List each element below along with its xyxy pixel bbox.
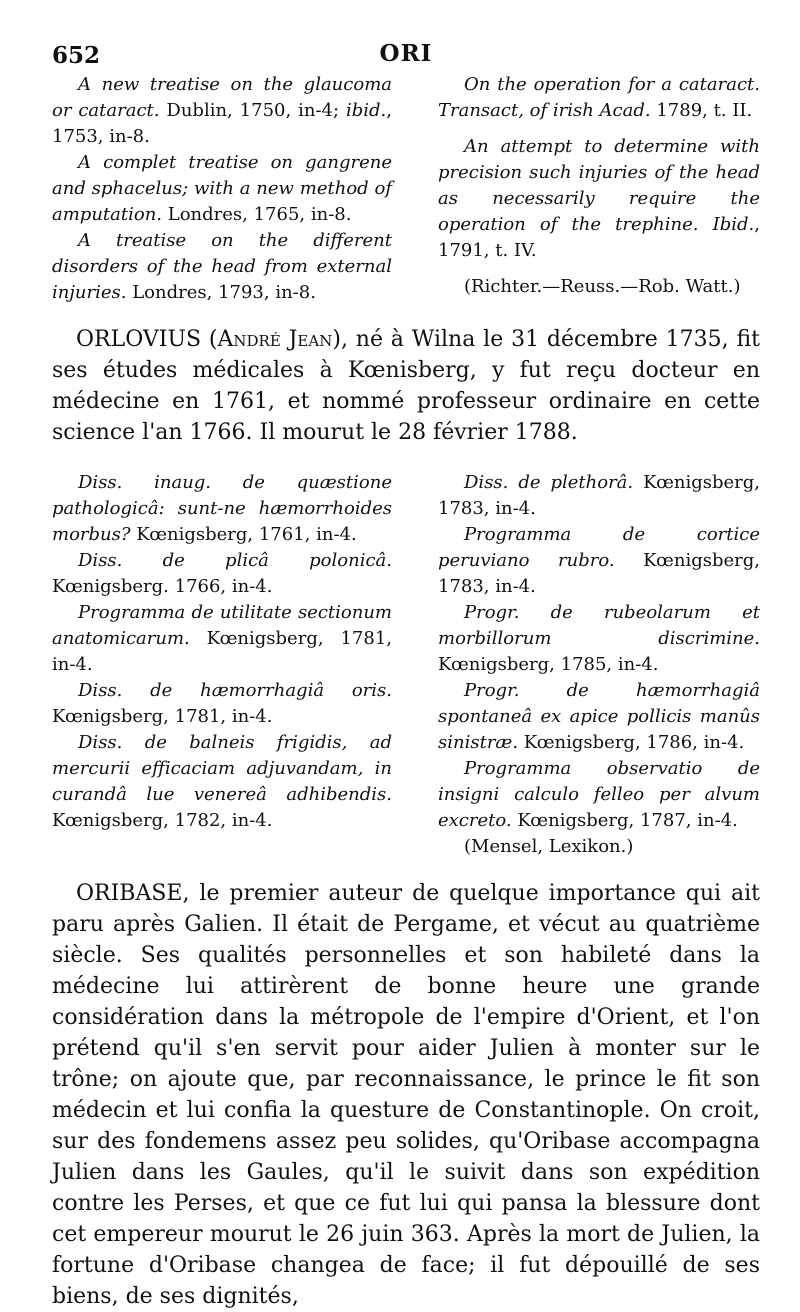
works-right-column [438,470,760,860]
bibliography-entry: Diss. de balneis frigidis, ad mercurii efficaciam adjuvandam, in curandâ lue venereâ adhibendis. Kœnigsberg, 1782, in-4. [52,732,392,831]
source-citation: (Richter.—Reuss.—Rob. Watt.) [464,276,741,297]
top-right-column [438,72,760,306]
bibliography-entry: An attempt to determine with precision such injuries of the head as necessarily require the operation of the trephine. Ibid., 1791, t. IV. [438,136,760,261]
bibliography-entry: Diss. de plicâ polonicâ. Kœnigsberg. 1766, in-4. [52,550,392,597]
page-header [52,38,760,72]
bibliography-entry: A new treatise on the glaucoma or cataract. Dublin, 1750, in-4; ibid., 1753, in-8. [52,74,392,147]
bibliography-entry: Programma observatio de insigni calculo felleo per alvum excreto. Kœnigsberg, 1787, in-4. [438,758,760,831]
source-citation: (Mensel, Lexikon.) [464,836,634,857]
bibliography-entry: Programma de utilitate sectionum anatomicarum. Kœnigsberg, 1781, in-4. [52,602,392,675]
top-columns [52,72,760,306]
orlovius-biography: ORLOVIUS (André Jean), né à Wilna le 31 décembre 1735, fit ses études médicales à Kœnisberg, y fut reçu docteur en médecine en 1761, et nommé professeur ordinaire en cette science l'an 1766. Il mourut le 28 février 1788. [52,327,760,445]
bibliography-entry: A complet treatise on gangrene and sphacelus; with a new method of amputation. Londres, 1765, in-8. [52,152,392,225]
entry-given-names: André Jean [217,327,333,352]
top-left-column [52,72,392,306]
oribase-biography: ORIBASE, le premier auteur de quelque importance qui ait paru après Galien. Il était de Pergame, et vécut au quatrième siècle. Ses qualités personnelles et son habileté dans la médecine lui attirèrent de bonne heure une grande considération dans la métropole de l'empire d'Orient, et l'on prétend qu'il s'en servit pour aider Julien à monter sur le trône; on ajoute que, par reconnaissance, le prince le fit son médecin et lui confia la questure de Constantinople. On croit, sur des fondemens assez peu solides, qu'Oribase accompagna Julien dans les Gaules, qu'il le suivit dans son expédition contre les Perses, et que ce fut lui qui pansa la blessure dont cet empereur mourut le 26 juin 363. Après la mort de Julien, la fortune d'Oribase changea de face; il fut dépouillé de ses biens, de ses dignités, [52,881,760,1309]
bibliography-entry: Progr. de rubeolarum et morbillorum discrimine. Kœnigsberg, 1785, in-4. [438,602,760,675]
bibliography-entry: Diss. inaug. de quæstione pathologicâ: sunt-ne hæmorrhoides morbus? Kœnigsberg, 1761, in-4. [52,472,392,545]
entry-name: ORLOVIUS [76,327,202,352]
entry-name: ORIBASE [76,881,183,906]
works-left-column [52,470,392,860]
bibliography-entry: Progr. de hæmorrhagiâ spontaneâ ex apice pollicis manûs sinistræ. Kœnigsberg, 1786, in-4. [438,680,760,753]
bibliography-entry: A treatise on the different disorders of the head from external injuries. Londres, 1793, in-8. [52,230,392,303]
running-title: ORI [379,40,433,67]
page-number: 652 [52,42,101,69]
works-columns [52,470,760,860]
bibliography-entry: Diss. de plethorâ. Kœnigsberg, 1783, in-4. [438,472,760,519]
bibliography-entry: Programma de cortice peruviano rubro. Kœnigsberg, 1783, in-4. [438,524,760,597]
bibliography-entry: On the operation for a cataract. Transact, of irish Acad. 1789, t. II. [438,74,760,121]
bibliography-entry: Diss. de hæmorrhagiâ oris. Kœnigsberg, 1781, in-4. [52,680,392,727]
